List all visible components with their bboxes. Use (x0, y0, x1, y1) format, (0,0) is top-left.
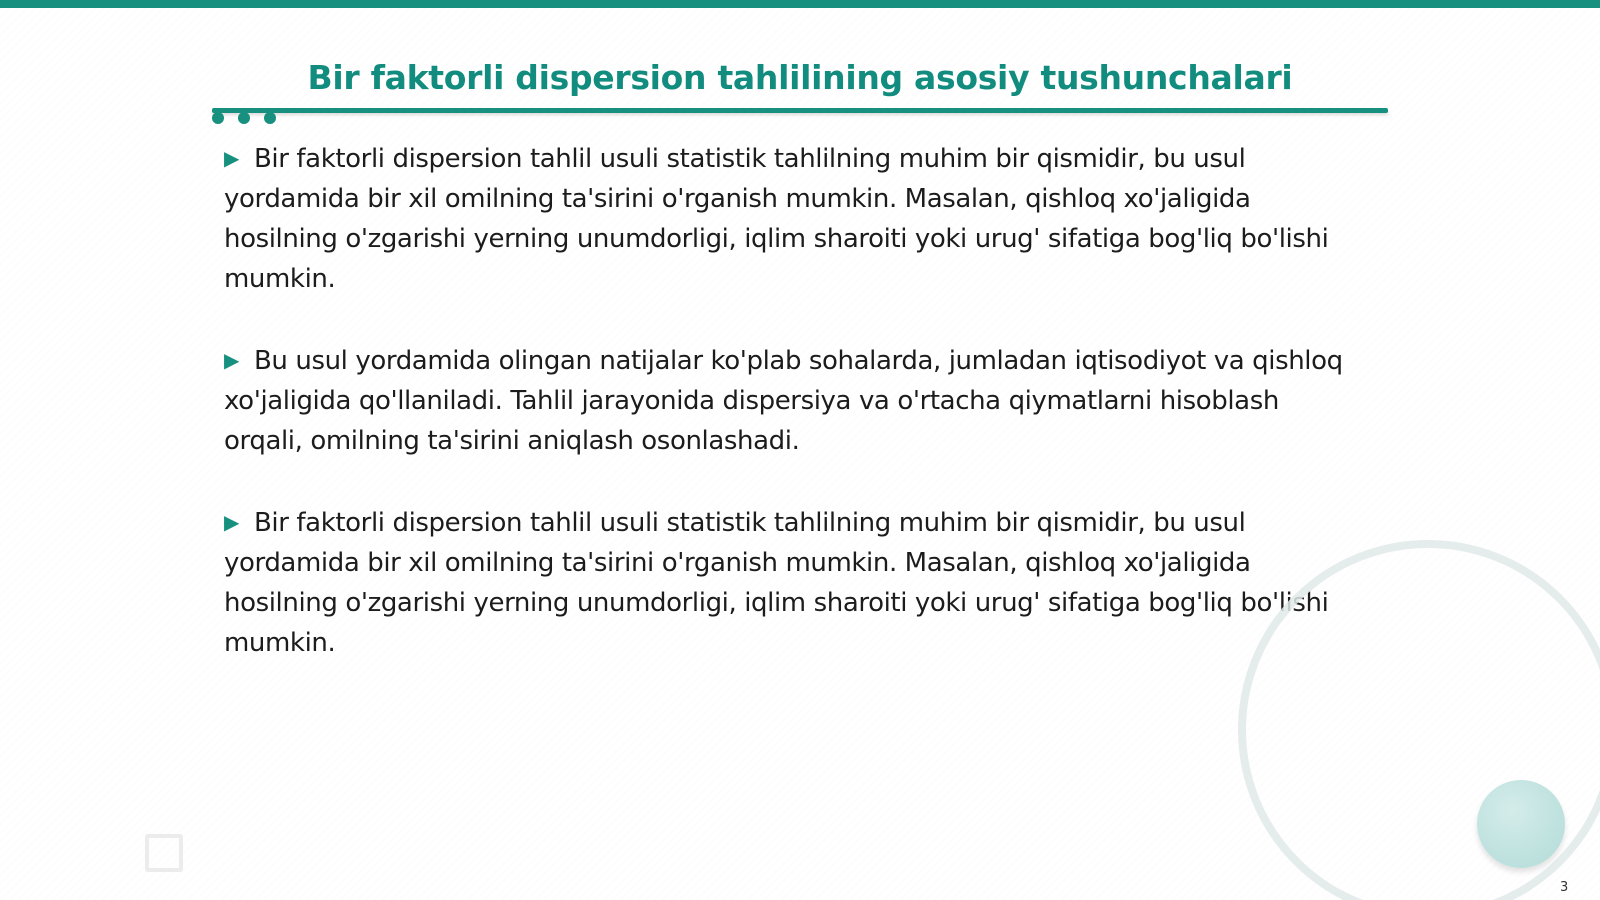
underline-dot (212, 112, 224, 124)
top-accent-bar (0, 0, 1600, 8)
title-underline (212, 108, 1388, 113)
page-number: 3 (1560, 880, 1569, 895)
decorative-circle (1477, 780, 1565, 868)
bullet-paragraph-2 (224, 340, 1344, 461)
bullet-paragraph-1 (224, 138, 1344, 299)
bullet-list (224, 138, 1344, 704)
underline-dot (238, 112, 250, 124)
bullet-text: Bu usul yordamida olingan natijalar ko'plab sohalarda, jumladan iqtisodiyot va qishloq xo'jaligida qo'llaniladi. Tahlil jarayonida dispersiya va o'rtacha qiymatlarni hisoblash orqali, omilning ta'sirini aniqlash osonlashadi. (224, 346, 1343, 456)
bullet-paragraph-3 (224, 502, 1344, 663)
bullet-text: Bir faktorli dispersion tahlil usuli statistik tahlilning muhim bir qismidir, bu usul yordamida bir xil omilning ta'sirini o'rganish mumkin. Masalan, qishloq xo'jaligida hosilning o'zgarishi yerning unumdorligi, iqlim sharoiti yoki urug' sifatiga bog'liq bo'lishi mumkin. (224, 144, 1329, 294)
bullet-text: Bir faktorli dispersion tahlil usuli statistik tahlilning muhim bir qismidir, bu usul yordamida bir xil omilning ta'sirini o'rganish mumkin. Masalan, qishloq xo'jaligida hosilning o'zgarishi yerning unumdorligi, iqlim sharoiti yoki urug' sifatiga bog'liq bo'lishi mumkin. (224, 508, 1329, 658)
triangle-right-icon: ▶ (224, 146, 239, 170)
slide-title: Bir faktorli dispersion tahlilining asosiy tushunchalari (307, 58, 1293, 97)
triangle-right-icon: ▶ (224, 510, 239, 534)
decorative-square (145, 834, 183, 872)
triangle-right-icon: ▶ (224, 348, 239, 372)
underline-dot (264, 112, 276, 124)
